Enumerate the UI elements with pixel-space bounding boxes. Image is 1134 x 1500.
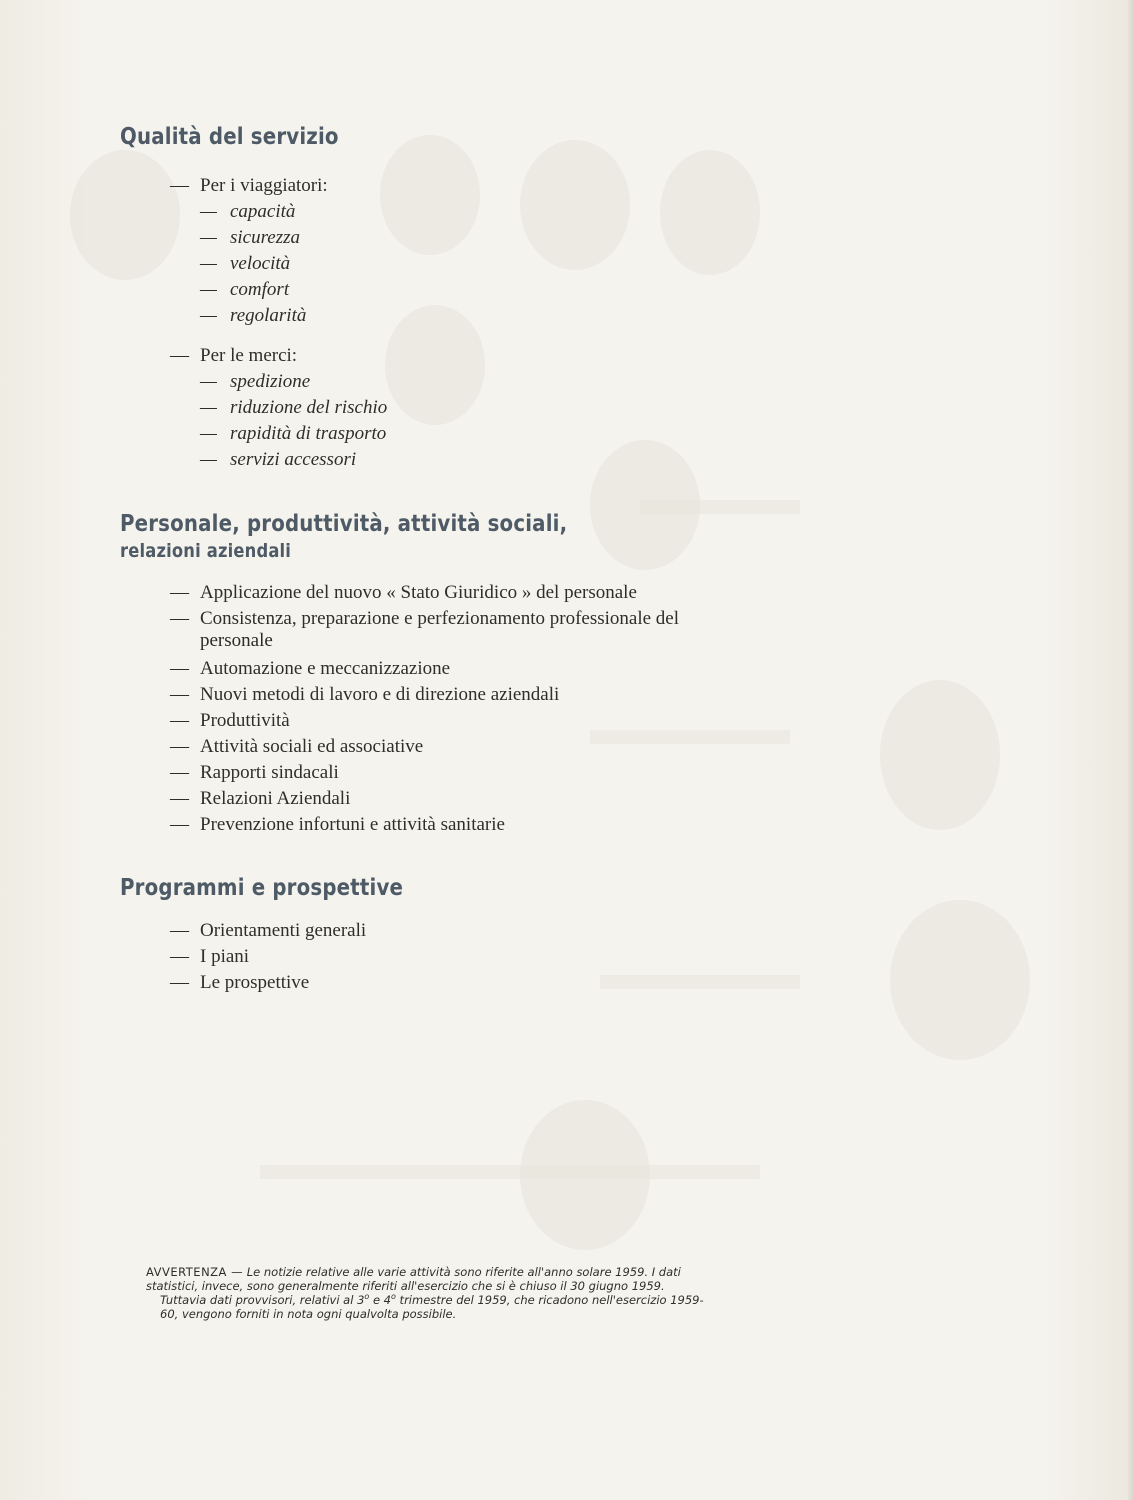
list-item-text: Automazione e meccanizzazione <box>200 658 451 679</box>
footnote-paragraph <box>146 1293 706 1321</box>
list-item <box>200 227 300 249</box>
bleed-through-mark <box>600 975 800 989</box>
list-item <box>170 788 350 810</box>
list-item <box>200 371 310 393</box>
list-item <box>200 397 387 419</box>
dash: — <box>170 972 189 993</box>
dash: — <box>200 253 217 274</box>
dash: — <box>170 608 189 629</box>
list-item <box>170 608 679 630</box>
list-item-text: Rapporti sindacali <box>200 762 339 783</box>
dash: — <box>170 788 189 809</box>
superscript: o <box>391 1292 396 1302</box>
list-item-text: comfort <box>230 279 290 300</box>
list-item <box>170 920 366 942</box>
dash: — <box>200 371 217 392</box>
list-item-text: Le prospettive <box>200 972 310 993</box>
list-item <box>170 814 505 836</box>
dash: — <box>200 305 217 326</box>
page-edge <box>1128 0 1134 1500</box>
section-title-programs: Programmi e prospettive <box>120 875 404 901</box>
list-item-text: Relazioni Aziendali <box>200 788 351 809</box>
list-item-text: Attività sociali ed associative <box>200 736 424 757</box>
dash: — <box>170 684 189 705</box>
list-item-text: Applicazione del nuovo « Stato Giuridico » del personale <box>200 582 637 603</box>
list-item-text: Consistenza, preparazione e perfezionamento professionale del <box>200 608 680 629</box>
section-subtitle-personnel: relazioni aziendali <box>120 540 292 562</box>
bleed-through-mark <box>380 135 480 255</box>
bleed-through-mark <box>890 900 1030 1060</box>
dash: — <box>170 736 189 757</box>
bleed-through-mark <box>590 730 790 744</box>
dash: — <box>170 762 189 783</box>
list-item-text: rapidità di trasporto <box>230 423 387 444</box>
footnote-text: trimestre del 1959, che ricadono nell'esercizio 1959-60, vengono forniti in nota ogni qualvolta possibile. <box>160 1293 704 1321</box>
section-title-personnel: Personale, produttività, attività sociali, <box>120 511 568 537</box>
list-item <box>170 946 249 968</box>
dash: — <box>200 227 217 248</box>
list-item-text: sicurezza <box>230 227 301 248</box>
dash: — <box>170 710 189 731</box>
footnote-label: AVVERTENZA — <box>146 1265 244 1279</box>
goods-label: Per le merci: <box>200 345 298 366</box>
list-item <box>200 305 306 327</box>
dash: — <box>200 279 217 300</box>
list-item-text: Prevenzione infortuni e attività sanitarie <box>200 814 505 835</box>
bleed-through-mark <box>70 150 180 280</box>
dash: — <box>170 946 189 967</box>
superscript: o <box>364 1292 370 1302</box>
list-item-text: Orientamenti generali <box>200 920 367 941</box>
list-item-text: capacità <box>230 201 296 222</box>
footnote <box>146 1265 706 1321</box>
bleed-through-mark <box>385 305 485 425</box>
list-item <box>170 658 450 680</box>
dash: — <box>170 658 189 679</box>
list-item <box>200 423 386 445</box>
list-item-text: I piani <box>200 946 250 967</box>
dash: — <box>170 920 189 941</box>
footnote-text: Le notizie relative alle varie attività sono riferite all'anno solare 1959. I dati statistici, invece, sono generalmente riferiti all'esercizio che si è chiuso il 30 giugno 1959. <box>146 1265 681 1293</box>
footnote-text: Tuttavia dati provvisori, relativi al 3 <box>160 1293 365 1307</box>
list-item-text: Nuovi metodi di lavoro e di direzione aziendali <box>200 684 560 705</box>
list-item <box>170 972 309 994</box>
footnote-text: e 4 <box>369 1293 391 1307</box>
dash: — <box>200 449 217 470</box>
list-item-text: servizi accessori <box>230 449 357 470</box>
dash: — <box>170 175 189 196</box>
list-item <box>170 684 559 706</box>
list-item <box>200 449 356 471</box>
dash: — <box>200 423 217 444</box>
list-item-goods <box>170 345 297 367</box>
list-item-continuation: personale <box>200 630 273 651</box>
dash: — <box>200 397 217 418</box>
dash: — <box>170 582 189 603</box>
list-item <box>170 762 339 784</box>
bleed-through-mark <box>660 150 760 275</box>
list-item-text: spedizione <box>230 371 311 392</box>
list-item-travelers <box>170 175 328 197</box>
section-title-quality: Qualità del servizio <box>120 124 339 150</box>
bleed-through-mark <box>640 500 800 514</box>
bleed-through-mark <box>880 680 1000 830</box>
list-item-text: Produttività <box>200 710 290 731</box>
bleed-through-mark <box>260 1165 760 1179</box>
list-item <box>170 736 423 758</box>
bleed-through-mark <box>520 140 630 270</box>
travelers-label: Per i viaggiatori: <box>200 175 328 196</box>
list-item-text: riduzione del rischio <box>230 397 388 418</box>
dash: — <box>170 814 189 835</box>
list-item-text: velocità <box>230 253 291 274</box>
footnote-paragraph <box>146 1265 706 1293</box>
list-item <box>170 710 290 732</box>
dash: — <box>170 345 189 366</box>
list-item <box>200 279 289 301</box>
list-item <box>170 582 637 604</box>
dash: — <box>200 201 217 222</box>
list-item <box>200 201 295 223</box>
list-item <box>200 253 290 275</box>
list-item-text: regolarità <box>230 305 307 326</box>
